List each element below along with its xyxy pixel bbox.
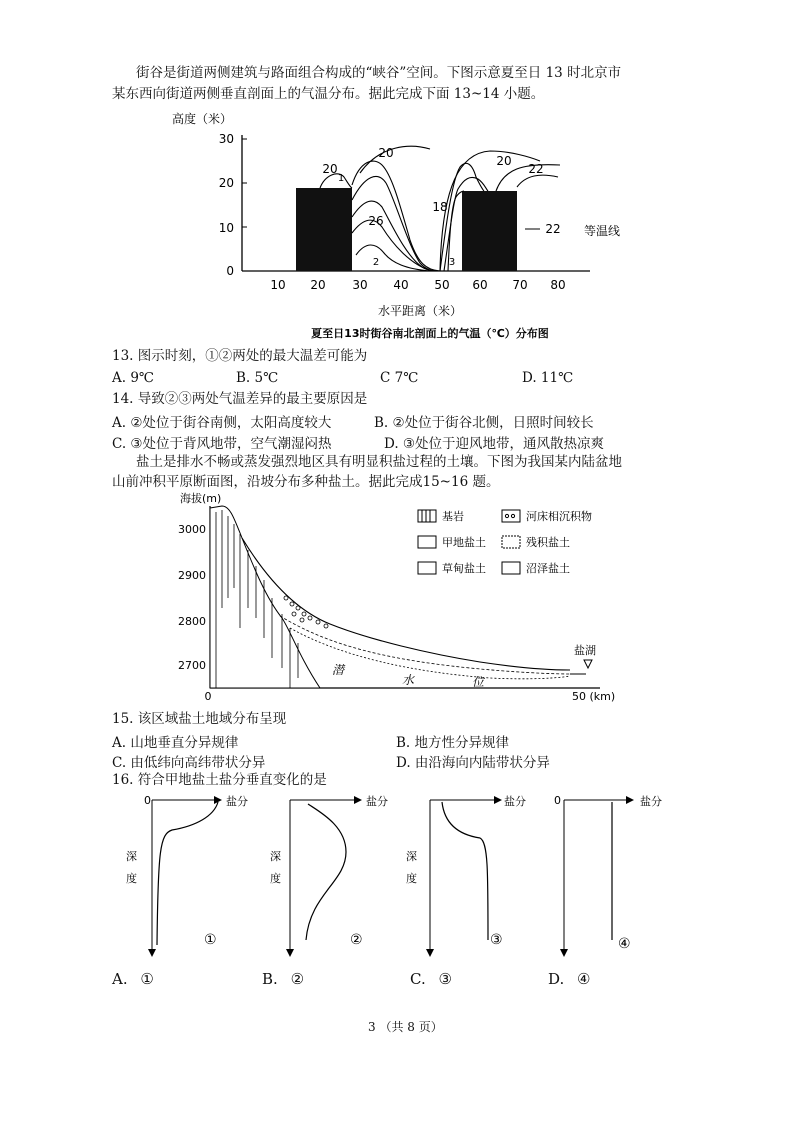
x-axis-label: 水平距离（米） <box>377 304 463 318</box>
intro1-line1: 街谷是街道两侧建筑与路面组合构成的“峡谷”空间。下图示意夏至日 13 时北京市 <box>136 65 622 81</box>
q14-option-d[interactable]: D. ③处位于迎风地带，通风散热凉爽 <box>384 436 605 452</box>
legend <box>418 509 592 575</box>
svg-text:度: 度 <box>406 872 417 885</box>
q15-option-b[interactable]: B. 地方性分异规律 <box>396 735 510 751</box>
street-temperature-chart <box>160 105 630 345</box>
bedrock <box>210 506 320 688</box>
point-2-label: 2 <box>372 257 380 268</box>
building-left <box>296 188 352 271</box>
intro2-line1: 盐土是排水不畅或蒸发强烈地区具有明显积盐过程的土壤。下图为我国某内陆盆地 <box>136 454 622 470</box>
y-axis-label: 海拔(m) <box>180 492 222 505</box>
ytick: 10 <box>218 221 234 235</box>
water-table-label: 位 <box>472 675 485 689</box>
ytick: 0 <box>226 264 234 278</box>
iso-label: 22 <box>528 162 544 176</box>
xtick: 40 <box>393 278 409 292</box>
svg-text:深: 深 <box>270 850 281 863</box>
lake-symbol <box>584 660 592 668</box>
point-1-label: 1 <box>337 173 345 184</box>
option-letter: A. <box>112 970 128 988</box>
xtick: 60 <box>472 278 488 292</box>
svg-text:③: ③ <box>490 932 503 948</box>
legend-residual-salt: 残积盐土 <box>526 536 570 549</box>
option-letter: D. <box>548 970 565 988</box>
xtick: 80 <box>550 278 566 292</box>
svg-text:0: 0 <box>144 794 151 807</box>
isotherm-legend-label: 等温线 <box>584 224 621 238</box>
q16-option-b[interactable] <box>262 970 304 988</box>
x-start: 0 <box>204 690 212 703</box>
ytick: 2700 <box>178 659 206 672</box>
point-3-label: 3 <box>448 257 456 268</box>
svg-text:②: ② <box>350 932 363 948</box>
q13-option-a[interactable]: A. 9℃ <box>112 370 155 386</box>
iso-label: 18 <box>432 200 448 214</box>
svg-text:深: 深 <box>126 850 137 863</box>
q15-stem: 15. 该区域盐土地域分布呈现 <box>112 711 287 727</box>
page-footer: 3 （共 8 页） <box>368 1020 443 1034</box>
q13-option-d[interactable]: D. 11℃ <box>522 370 574 386</box>
profile-chart-1 <box>126 794 248 955</box>
intro2-line2: 山前冲积平原断面图，沿坡分布多种盐土。据此完成15~16 题。 <box>112 474 500 490</box>
iso-label: 26 <box>368 214 384 228</box>
svg-text:盐分: 盐分 <box>366 795 388 808</box>
svg-text:①: ① <box>204 932 217 948</box>
q16-option-d[interactable] <box>548 970 591 988</box>
ytick: 2900 <box>178 569 206 582</box>
option-number: ④ <box>577 970 591 988</box>
ytick: 20 <box>218 176 234 190</box>
ytick: 3000 <box>178 523 206 536</box>
svg-text:盐分: 盐分 <box>504 795 526 808</box>
legend-swamp-salt: 沼泽盐土 <box>526 562 570 575</box>
option-letter: B. <box>262 970 278 988</box>
iso-label: 22 <box>545 222 561 236</box>
q16-option-a[interactable] <box>112 970 154 988</box>
svg-text:度: 度 <box>270 872 281 885</box>
iso-label: 20 <box>378 146 394 160</box>
option-number: ① <box>140 970 154 988</box>
intro1-line2: 某东西向街道两侧垂直剖面上的气温分布。据此完成下面 13~14 小题。 <box>112 86 545 102</box>
iso-label: 20 <box>496 154 512 168</box>
svg-text:度: 度 <box>126 872 137 885</box>
x-end: 50 (km) <box>572 690 616 703</box>
legend-meadow-salt: 草甸盐土 <box>442 562 486 575</box>
y-axis-label: 高度（米） <box>172 112 233 126</box>
building-right <box>462 191 517 271</box>
option-number: ③ <box>438 970 452 988</box>
svg-text:0: 0 <box>554 794 561 807</box>
svg-text:盐分: 盐分 <box>226 795 248 808</box>
q16-option-c[interactable] <box>410 970 452 988</box>
q13-stem: 13. 图示时刻，①②两处的最大温差可能为 <box>112 348 368 364</box>
legend-riverbed: 河床相沉积物 <box>526 510 592 523</box>
q15-option-a[interactable]: A. 山地垂直分异规律 <box>112 735 239 751</box>
profile-chart-3 <box>406 794 526 955</box>
q16-salt-depth-charts <box>110 790 680 960</box>
water-table-label: 水 <box>402 673 415 687</box>
legend-bedrock: 基岩 <box>442 510 464 523</box>
svg-text:盐分: 盐分 <box>640 795 662 808</box>
xtick: 70 <box>512 278 528 292</box>
option-letter: C. <box>410 970 426 988</box>
legend-jia-salt: 甲地盐土 <box>442 536 486 549</box>
xtick: 30 <box>352 278 368 292</box>
q15-option-c[interactable]: C. 由低纬向高纬带状分异 <box>112 755 266 771</box>
salt-soil-profile <box>170 488 620 708</box>
xtick: 20 <box>310 278 326 292</box>
chart-caption: 夏至日13时街谷南北剖面上的气温（℃）分布图 <box>311 327 549 340</box>
profile-chart-2 <box>270 794 388 955</box>
q14-stem: 14. 导致②③两处气温差异的最主要原因是 <box>112 391 368 407</box>
svg-text:深: 深 <box>406 850 417 863</box>
q13-option-b[interactable]: B. 5℃ <box>236 370 279 386</box>
xtick: 50 <box>434 278 450 292</box>
svg-text:④: ④ <box>618 936 631 952</box>
option-number: ② <box>290 970 305 988</box>
ytick: 30 <box>218 132 234 146</box>
q16-stem: 16. 符合甲地盐土盐分垂直变化的是 <box>112 772 327 788</box>
q13-option-c[interactable]: C 7℃ <box>380 370 419 386</box>
iso-label: 20 <box>322 162 338 176</box>
xtick: 10 <box>270 278 286 292</box>
profile-chart-4 <box>554 794 662 955</box>
q15-option-d[interactable]: D. 由沿海向内陆带状分异 <box>396 755 550 771</box>
lake-label: 盐湖 <box>574 644 596 657</box>
q14-option-c[interactable]: C. ③处位于背风地带，空气潮湿闷热 <box>112 436 332 452</box>
q14-option-b[interactable]: B. ②处位于街谷北侧，日照时间较长 <box>374 415 594 431</box>
q14-option-a[interactable]: A. ②处位于街谷南侧，太阳高度较大 <box>112 415 332 431</box>
water-table-label: 潜 <box>332 663 345 677</box>
ytick: 2800 <box>178 615 206 628</box>
